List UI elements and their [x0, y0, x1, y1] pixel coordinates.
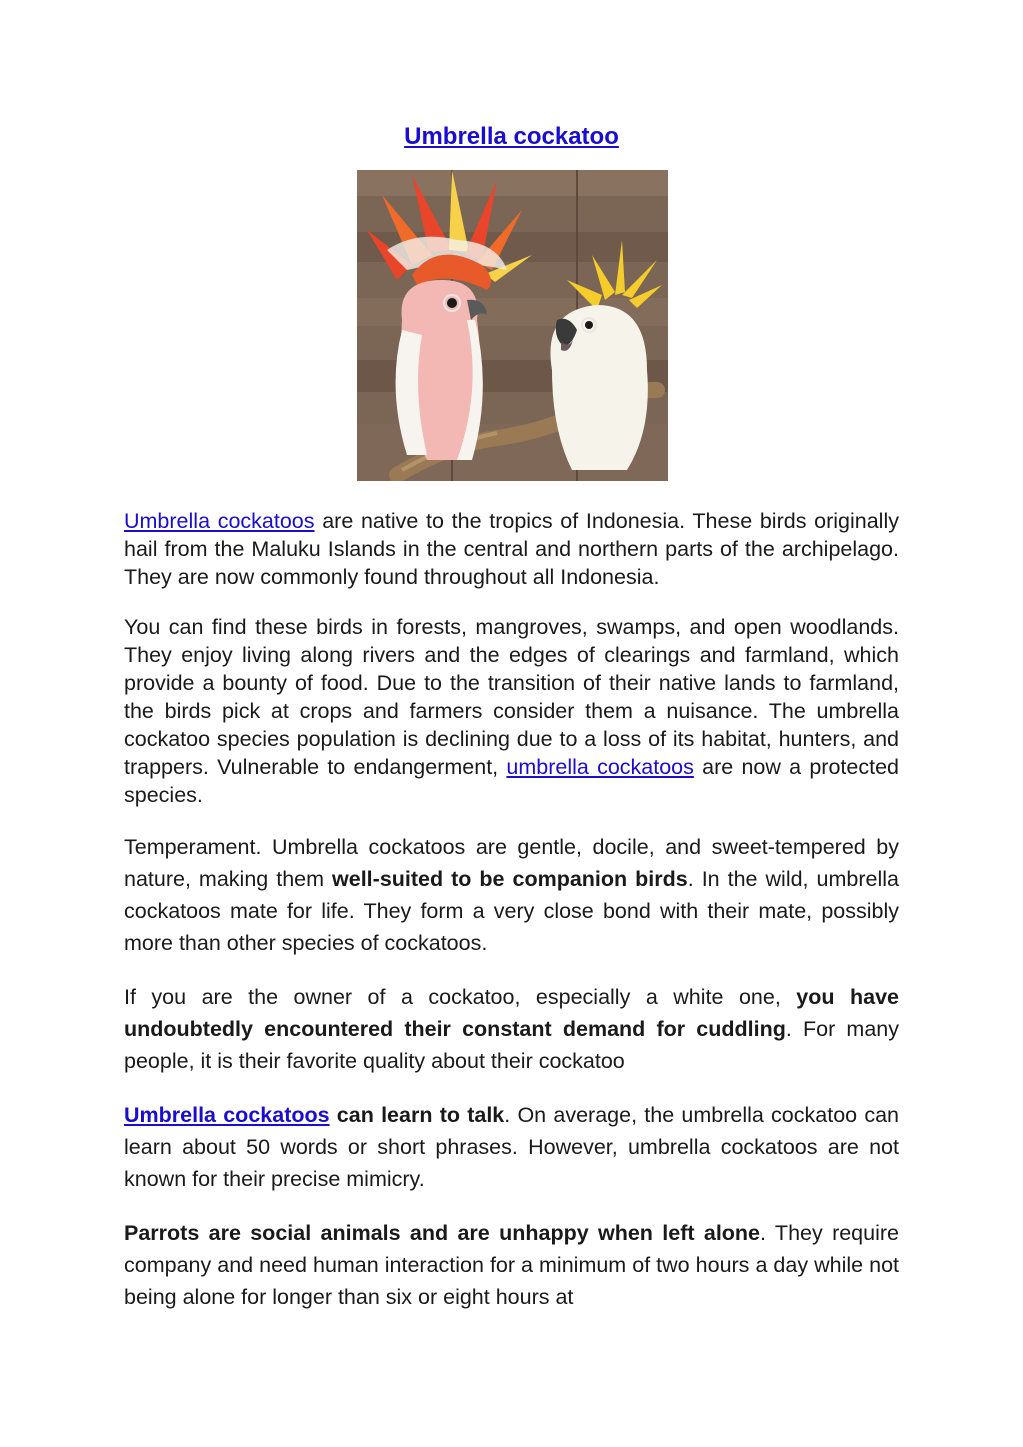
- paragraph-5-bold: can learn to talk: [329, 1103, 505, 1127]
- paragraph-6-bold: Parrots are social animals and are unhappy when left alone: [124, 1221, 761, 1245]
- page-title: [0, 123, 1023, 151]
- paragraph-3-text-before: Temperament. Umbrella cockatoos are gentle, docile, and sweet-tempered by nature, making them: [124, 835, 899, 891]
- paragraph-2-text-after: are now a protected species.: [124, 755, 899, 807]
- article-body: [124, 507, 899, 1335]
- umbrella-cockatoos-link-3[interactable]: Umbrella cockatoos: [124, 1103, 330, 1127]
- paragraph-1: [124, 507, 899, 591]
- paragraph-3-text-after: . In the wild, umbrella cockatoos mate for life. They form a very close bond with their mate, possibly more than other species of cockatoos.: [124, 867, 899, 955]
- cockatoo-photo: [357, 170, 668, 481]
- paragraph-6-text-after: . They require company and need human interaction for a minimum of two hours a day while not being alone for longer than six or eight hours at: [124, 1221, 899, 1309]
- paragraph-3-bold: well-suited to be companion birds: [332, 867, 688, 891]
- paragraph-4-text-after: . For many people, it is their favorite quality about their cockatoo: [124, 1017, 899, 1073]
- paragraph-6: [124, 1217, 899, 1313]
- paragraph-4-text-before: If you are the owner of a cockatoo, especially a white one,: [124, 985, 797, 1009]
- paragraph-3: [124, 831, 899, 959]
- title-link[interactable]: Umbrella cockatoo: [404, 123, 619, 150]
- paragraph-2: [124, 613, 899, 809]
- umbrella-cockatoos-link-2[interactable]: umbrella cockatoos: [506, 755, 694, 779]
- paragraph-5: [124, 1099, 899, 1195]
- paragraph-5-text-after: . On average, the umbrella cockatoo can learn about 50 words or short phrases. However, umbrella cockatoos are not known for their precise mimicry.: [124, 1103, 899, 1191]
- umbrella-cockatoos-link-1[interactable]: Umbrella cockatoos: [124, 509, 315, 533]
- paragraph-2-text-before: You can find these birds in forests, mangroves, swamps, and open woodlands. They enjoy living along rivers and the edges of clearings and farmland, which provide a bounty of food. Due to the transition of their native lands to farmland, the birds pick at crops and farmers consider them a nuisance. The umbrella cockatoo species population is declining due to a loss of its habitat, hunters, and trappers. Vulnerable to endangerment,: [124, 615, 899, 779]
- paragraph-4-bold: you have undoubtedly encountered their constant demand for cuddling: [124, 985, 899, 1041]
- paragraph-1-text: are native to the tropics of Indonesia. These birds originally hail from the Maluku Islands in the central and northern parts of the archipelago. They are now commonly found throughout all Indonesia.: [124, 509, 899, 589]
- paragraph-4: [124, 981, 899, 1077]
